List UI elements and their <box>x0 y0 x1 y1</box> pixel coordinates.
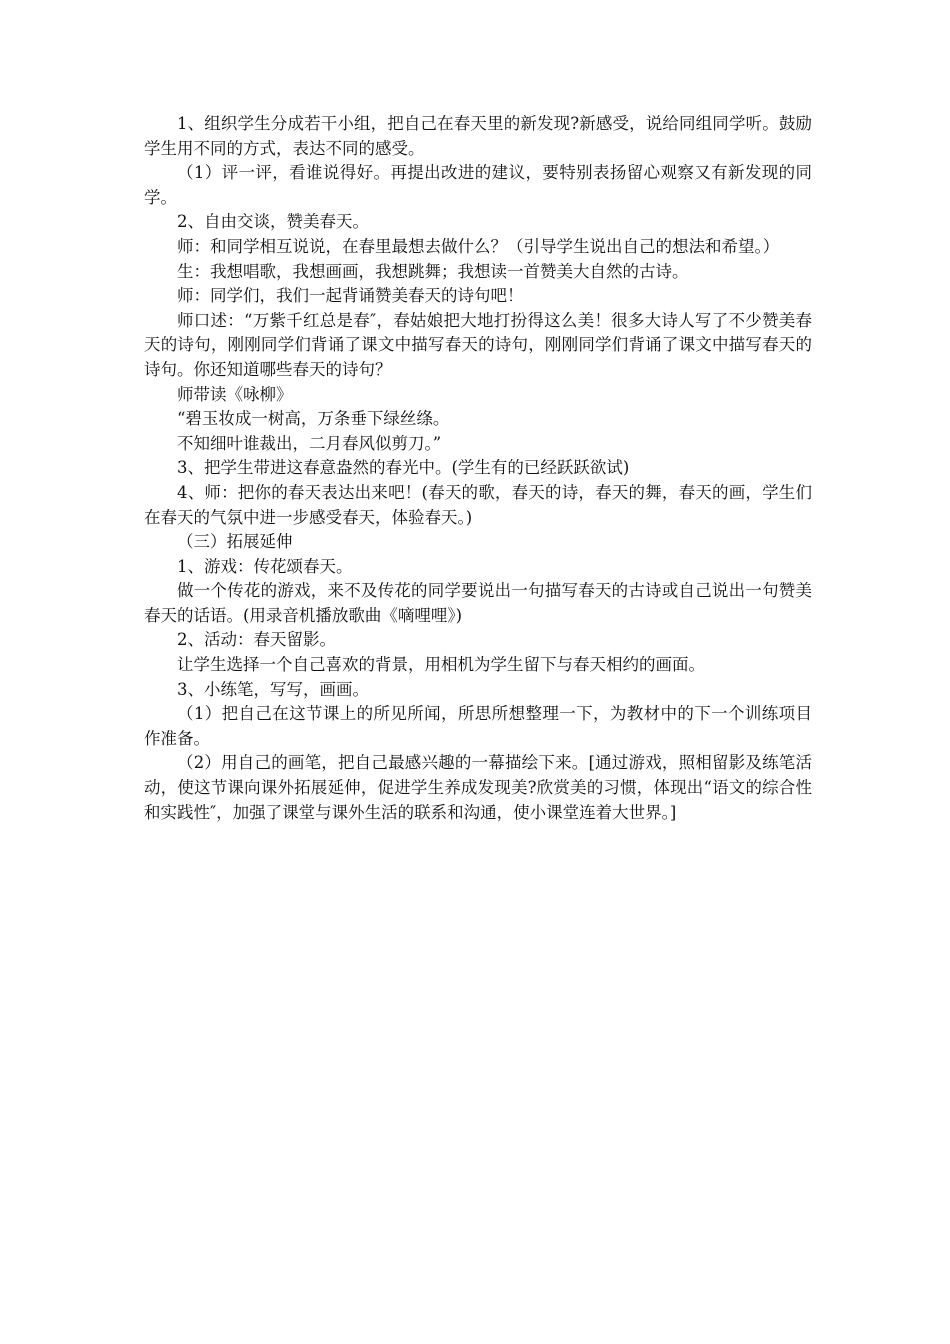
paragraph-6: 师：同学们，我们一起背诵赞美春天的诗句吧！ <box>177 286 524 306</box>
paragraph-8: 师带读《咏柳》 <box>177 384 293 404</box>
poem-line-2: 不知细叶谁裁出，二月春风似剪刀。” <box>177 433 442 453</box>
paragraph-15: 做一个传花的游戏，来不及传花的同学要说出一句描写春天的古诗或自己说出一句赞美春天的话语。(用录音机播放歌曲《嘀哩哩》) <box>144 581 812 625</box>
paragraph-14: 1、游戏：传花颂春天。 <box>177 556 353 576</box>
paragraph-3: 2、自由交谈，赞美春天。 <box>177 212 369 232</box>
paragraph-11: 3、把学生带进这春意盎然的春光中。(学生有的已经跃跃欲试) <box>177 458 630 478</box>
paragraph-1: 1、组织学生分成若干小组，把自己在春天里的新发现?新感受，说给同组同学听。鼓励学生用不同的方式，表达不同的感受。 <box>144 114 812 158</box>
paragraph-4: 师：和同学相互说说，在春里最想去做什么？（引导学生说出自己的想法和希望。） <box>177 236 780 256</box>
paragraph-18: 3、小练笔，写写，画画。 <box>177 679 369 699</box>
paragraph-16: 2、活动：春天留影。 <box>177 630 336 650</box>
paragraph-20: （2）用自己的画笔，把自己最感兴趣的一幕描绘下来。[通过游戏，照相留影及练笔活动，使这节课向课外拓展延伸，促进学生养成发现美?欣赏美的习惯，体现出“语文的综合性和实践性″，加强了课堂与课外生活的联系和沟通，使小课堂连着大世界。] <box>144 753 812 822</box>
paragraph-19: （1）把自己在这节课上的所见所闻，所思所想整理一下，为教材中的下一个训练项目作准备。 <box>144 704 812 748</box>
paragraph-12: 4、师：把你的春天表达出来吧！(春天的歌，春天的诗，春天的舞，春天的画，学生们在春天的气氛中进一步感受春天，体验春天。) <box>144 482 812 527</box>
document-body <box>144 112 812 825</box>
paragraph-17: 让学生选择一个自己喜欢的背景，用相机为学生留下与春天相约的画面。 <box>177 655 705 675</box>
section-heading: （三）拓展延伸 <box>177 532 293 552</box>
paragraph-5: 生：我想唱歌，我想画画，我想跳舞；我想读一首赞美大自然的古诗。 <box>177 261 689 281</box>
paragraph-7: 师口述：“万紫千红总是春″，春姑娘把大地打扮得这么美！很多大诗人写了不少赞美春天的诗句，刚刚同学们背诵了课文中描写春天的诗句，刚刚同学们背诵了课文中描写春天的诗句。你还知道哪些春天的诗句？ <box>144 310 812 379</box>
poem-line-1: “碧玉妆成一树高，万条垂下绿丝绦。 <box>177 409 450 429</box>
paragraph-2: （1）评一评，看谁说得好。再提出改进的建议，要特别表扬留心观察又有新发现的同学。 <box>144 163 812 207</box>
